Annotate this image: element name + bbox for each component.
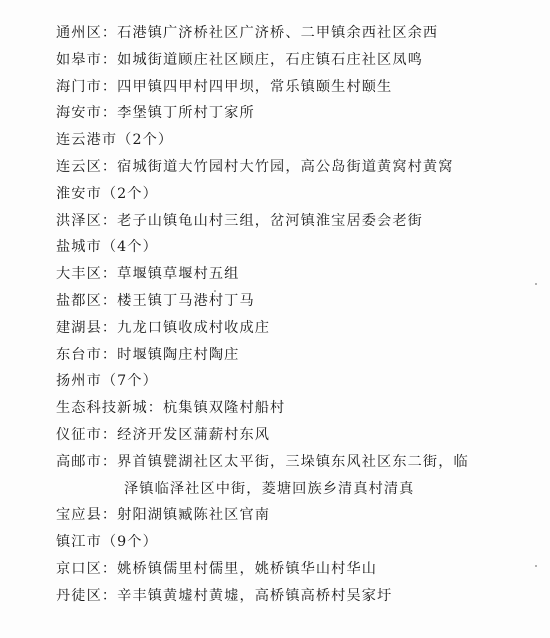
district-entry: 如皋市：如城街道顾庄社区顾庄，石庄镇石庄社区凤鸣 (56, 51, 423, 68)
district-entry: 大丰区：草堰镇草堰村五组 (56, 266, 240, 283)
document-body (56, 20, 536, 610)
district-entry: 仪征市：经济开发区蒲薪村东风 (56, 426, 271, 443)
district-entry: 东台市：时堰镇陶庄村陶庄 (56, 346, 240, 363)
district-entry: 高邮市：界首镇甓湖社区太平街，三垛镇东风社区东二街，临 (56, 453, 469, 470)
city-heading: 扬州市（7个） (56, 373, 158, 390)
city-heading: 连云港市（2个） (56, 132, 174, 149)
district-entry: 盐都区：楼王镇丁马港村丁马 (56, 292, 255, 309)
district-entry: 宝应县：射阳湖镇臧陈社区官南 (56, 507, 271, 524)
entry-continuation: 泽镇临泽社区中街，菱塘回族乡清真村清真 (124, 480, 415, 497)
district-entry: 连云区：宿城街道大竹园村大竹园，高公岛街道黄窝村黄窝 (56, 158, 454, 175)
district-entry: 京口区：姚桥镇儒里村儒里，姚桥镇华山村华山 (56, 560, 378, 577)
city-heading: 镇江市（9个） (56, 534, 158, 551)
district-entry: 建湖县：九龙口镇收成村收成庄 (56, 319, 271, 336)
city-heading: 淮安市（2个） (56, 185, 158, 202)
district-entry: 通州区：石港镇广济桥社区广济桥、二甲镇余西社区余西 (56, 25, 439, 41)
district-entry: 洪泽区：老子山镇龟山村三组，岔河镇淮宝居委会老街 (56, 212, 423, 229)
district-entry: 丹徒区：辛丰镇黄墟村黄墟，高桥镇高桥村吴家圩 (56, 587, 393, 604)
city-heading: 盐城市（4个） (56, 239, 158, 256)
district-entry: 海安市：李堡镇丁所村丁家所 (56, 105, 255, 122)
district-entry: 海门市：四甲镇四甲村四甲坝，常乐镇颐生村颐生 (56, 78, 393, 95)
district-entry: 生态科技新城：杭集镇双隆村船村 (56, 400, 286, 417)
